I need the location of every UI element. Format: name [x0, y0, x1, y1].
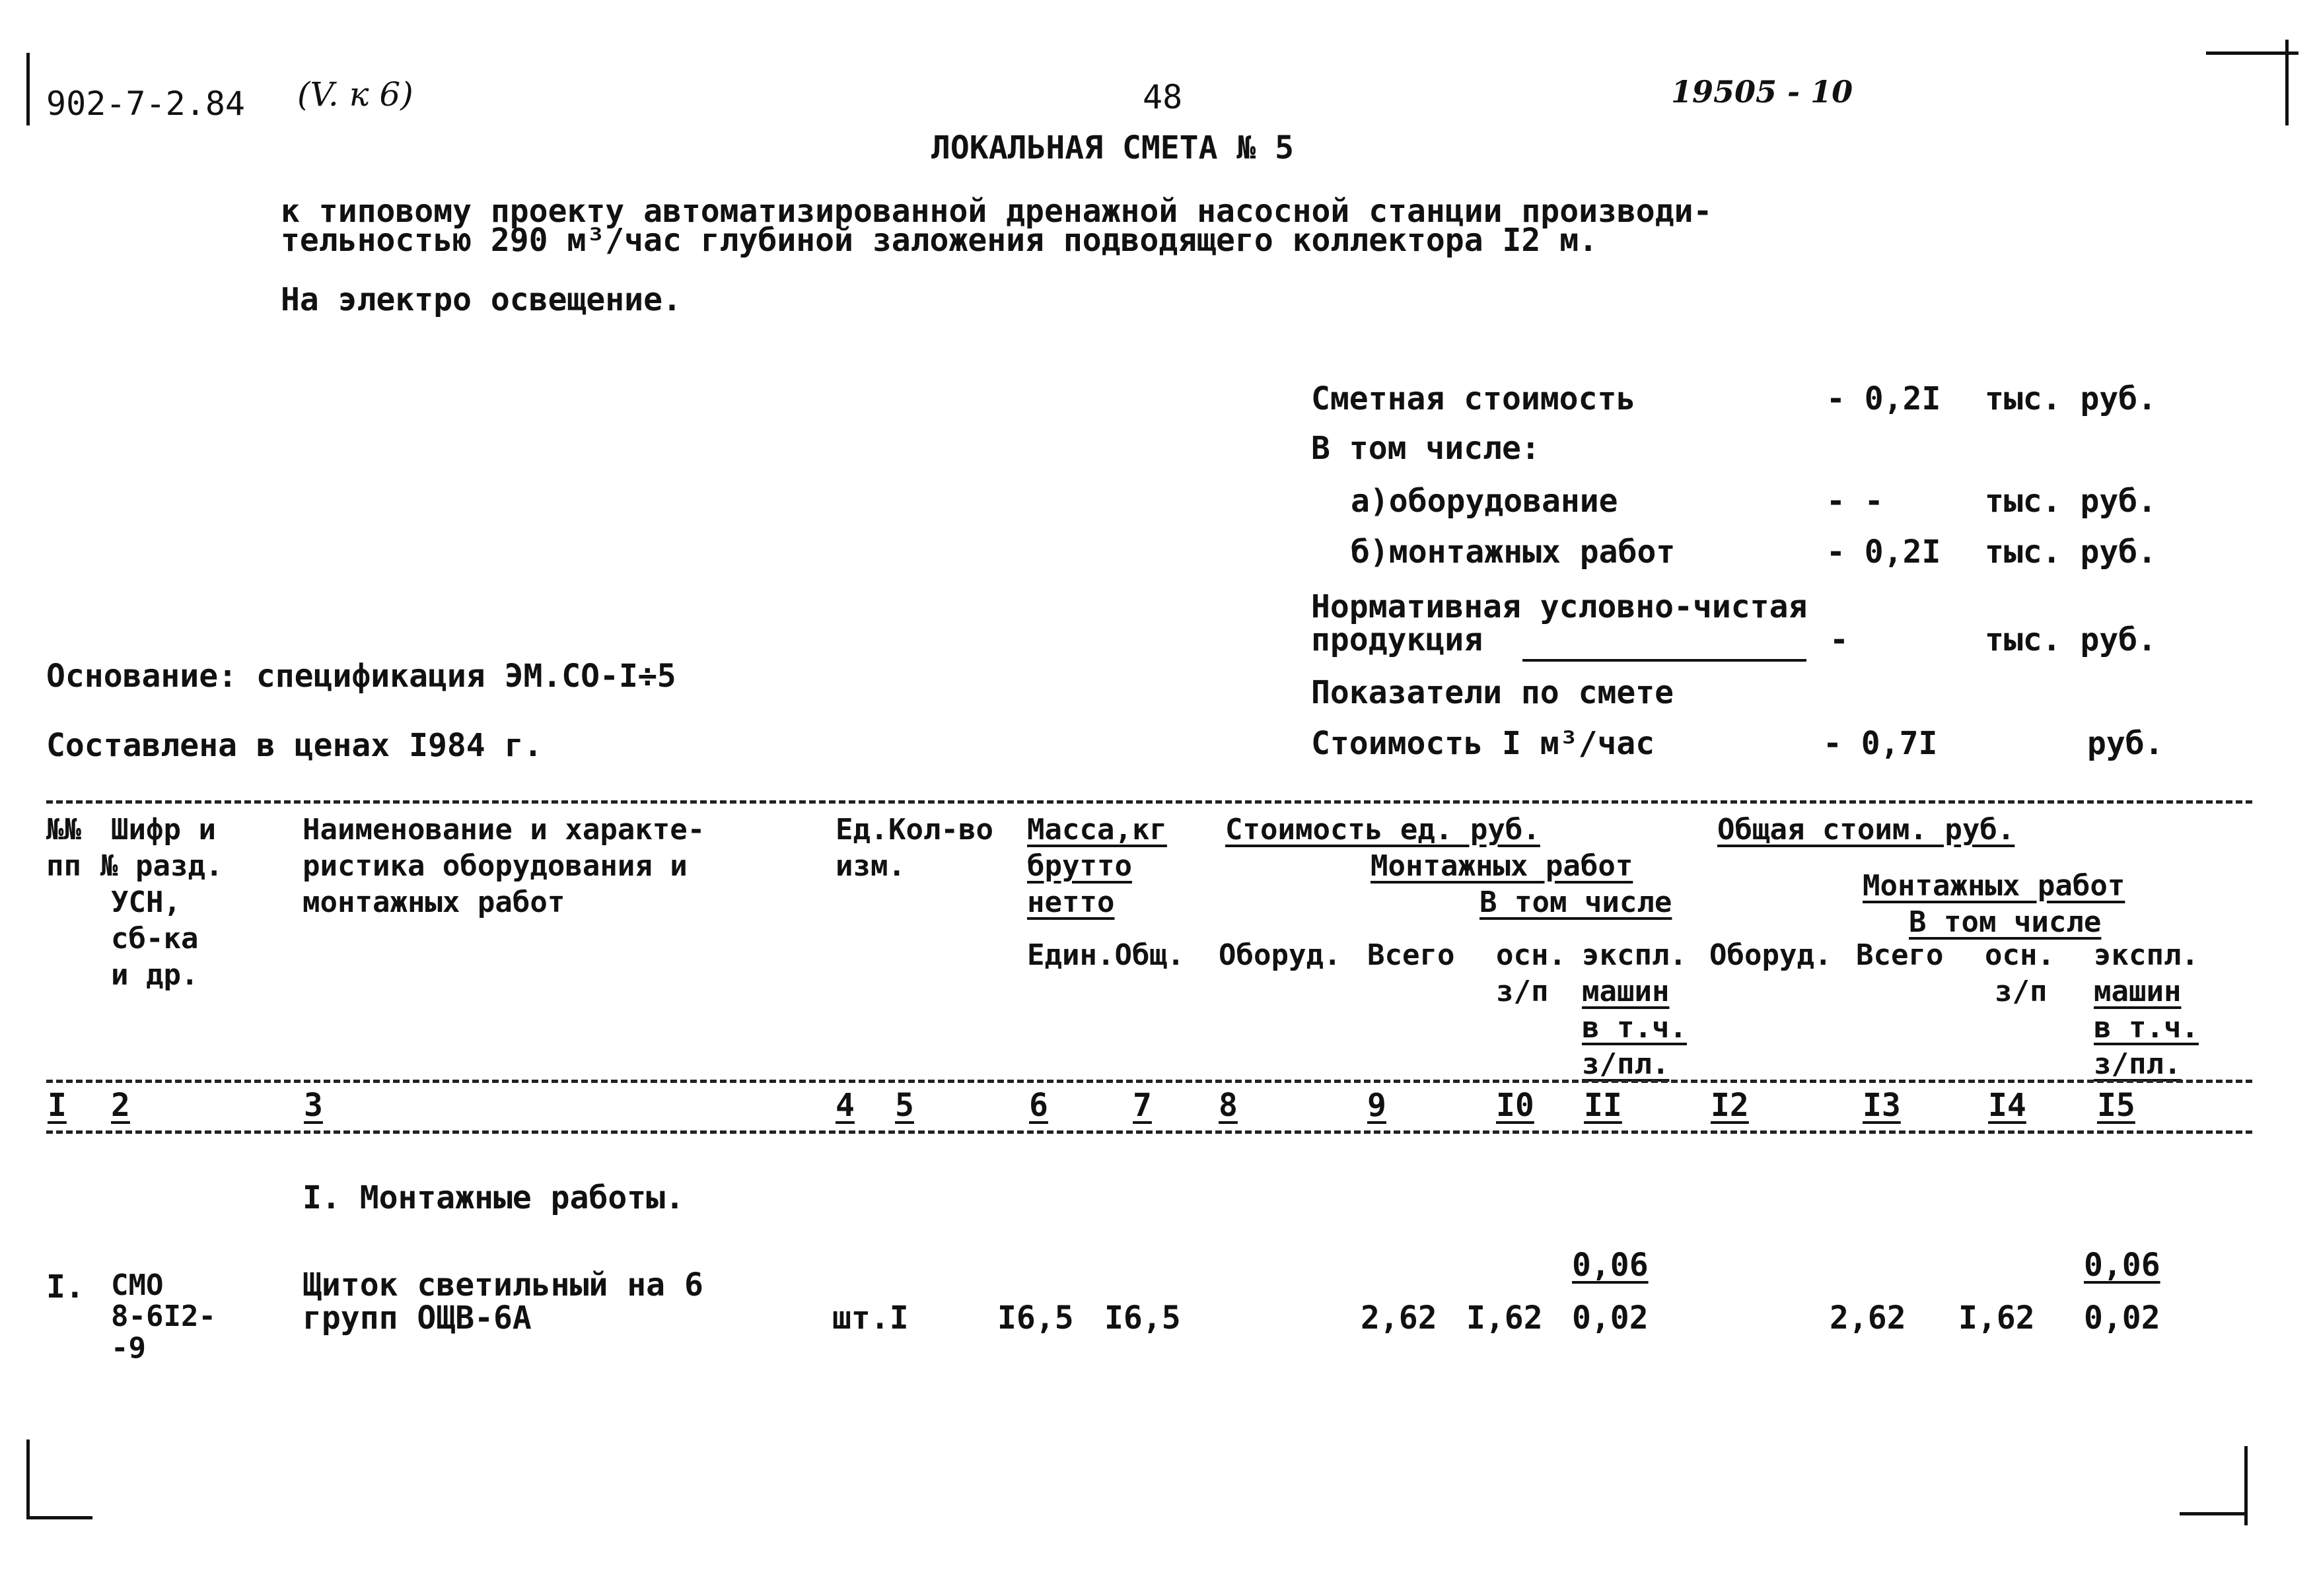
header-col3-line-1: Наименование и характе- [303, 813, 705, 847]
row-number: I. [46, 1268, 85, 1305]
header-machine-operation-unit: экспл. [1582, 938, 1687, 972]
prices-line: Составлена в ценах I984 г. [46, 727, 543, 764]
header-col1-line-2: пп [46, 849, 81, 883]
header-unit-line-1: Ед. [836, 813, 888, 847]
header-mass: Масса,кг [1027, 813, 1167, 847]
unit-cost-label: Стоимость I м³/час [1311, 725, 1655, 762]
table-top-border [46, 800, 2252, 804]
column-number: 8 [1219, 1087, 1238, 1124]
row-total-cost-wage: I,62 [1958, 1300, 2035, 1336]
row-code-line-3: -9 [111, 1331, 146, 1365]
corner-mark-bottom-right-horizontal [2180, 1512, 2246, 1515]
normative-blank-line [1522, 659, 1806, 662]
header-unit-line-2: изм. [836, 849, 906, 883]
corner-mark-top-right-vertical [2285, 40, 2289, 125]
intro-line-1: к типовому проекту автоматизированной дренажной насосной станции производи- [281, 193, 1713, 230]
header-col2-line-1: Шифр и [111, 813, 216, 847]
header-machine-wage-unit: з/пл. [1582, 1047, 1670, 1081]
unit-cost-unit: руб. [2087, 725, 2164, 762]
equipment-unit: тыс. руб. [1985, 483, 2157, 520]
column-number: I3 [1863, 1087, 1901, 1124]
header-machines-unit: машин [1582, 975, 1670, 1008]
column-number: 7 [1133, 1087, 1152, 1124]
indicators-label: Показатели по смете [1311, 674, 1674, 711]
corner-mark-bottom-left-horizontal [26, 1516, 92, 1519]
normative-label-line-2: продукция [1311, 621, 1483, 658]
header-including-total: В том числе [1909, 905, 2102, 939]
header-total-total: Всего [1856, 938, 1944, 972]
row-unit-cost-wage: I,62 [1466, 1300, 1543, 1336]
header-col3-line-2: ристика оборудования и [303, 849, 688, 883]
header-equipment-total: Оборуд. [1709, 938, 1832, 972]
section-title: I. Монтажные работы. [303, 1179, 684, 1216]
page-number: 48 [1143, 78, 1183, 116]
column-number: I4 [1988, 1087, 2026, 1124]
estimated-cost-unit: тыс. руб. [1985, 380, 2157, 417]
column-number: I2 [1711, 1087, 1749, 1124]
corner-mark-bottom-left-vertical [26, 1440, 30, 1519]
row-code-line-1: СМО [111, 1268, 164, 1302]
header-net: нетто [1027, 885, 1115, 919]
column-number: 5 [895, 1087, 914, 1124]
header-col2-line-2: № разд. [100, 849, 223, 883]
header-install-works-total: Монтажных работ [1863, 869, 2125, 903]
estimated-cost-value: - 0,2I [1826, 380, 1941, 417]
normative-unit: тыс. руб. [1985, 621, 2157, 658]
header-gross: брутто [1027, 849, 1132, 883]
column-number: I0 [1496, 1087, 1534, 1124]
header-including-unit: В том числе [1479, 885, 1672, 919]
normative-value: - [1830, 621, 1849, 658]
header-unit-cost: Стоимость ед. руб. [1225, 813, 1540, 847]
header-total-unit: Всего [1367, 938, 1455, 972]
row-total-cost-machine-wage: 0,06 [2084, 1247, 2160, 1284]
equipment-value: - - [1826, 483, 1884, 520]
column-number: 6 [1029, 1087, 1048, 1124]
row-unit-cost-machine-wage: 0,06 [1572, 1247, 1649, 1284]
header-col1-line-1: №№ [46, 813, 81, 847]
column-numbers-bottom-border [46, 1130, 2252, 1134]
header-bottom-border [46, 1080, 2252, 1083]
header-col2-line-3: УСН, [111, 885, 181, 919]
header-unit-and-total: Един.Общ. [1027, 938, 1185, 972]
intro-line-3: На электро освещение. [281, 281, 682, 318]
column-number: I [48, 1087, 67, 1124]
row-unit-cost-total: 2,62 [1361, 1300, 1437, 1336]
estimated-cost-label: Сметная стоимость [1311, 380, 1636, 417]
normative-label-line-1: Нормативная условно-чистая [1311, 588, 1808, 625]
row-unit-quantity: шт.I [832, 1300, 909, 1336]
header-quantity: Кол-во [888, 813, 993, 847]
row-name-line-1: Щиток светильный на 6 [303, 1266, 703, 1303]
header-wage-total: з/п [1995, 975, 2048, 1008]
header-main-wage-unit: осн. [1496, 938, 1566, 972]
equipment-label: а)оборудование [1351, 483, 1618, 520]
corner-mark-top-left-vertical [26, 53, 30, 125]
row-total-cost-total: 2,62 [1830, 1300, 1906, 1336]
row-code-line-2: 8-6I2- [111, 1300, 216, 1333]
column-number: 3 [304, 1087, 323, 1124]
row-mass-unit: I6,5 [997, 1300, 1074, 1336]
column-number: 9 [1367, 1087, 1386, 1124]
installation-unit: тыс. руб. [1985, 534, 2157, 571]
row-mass-total: I6,5 [1104, 1300, 1181, 1336]
header-incl-unit: в т.ч. [1582, 1011, 1687, 1045]
header-install-works-unit: Монтажных работ [1371, 849, 1633, 883]
column-number: I5 [2097, 1087, 2135, 1124]
column-number: 4 [836, 1087, 855, 1124]
header-machines-total: машин [2094, 975, 2182, 1008]
row-unit-cost-machine: 0,02 [1572, 1300, 1649, 1336]
header-col2-line-5: и др. [111, 958, 199, 992]
header-equipment-unit: Оборуд. [1219, 938, 1341, 972]
installation-label: б)монтажных работ [1351, 534, 1676, 571]
intro-line-2: тельностью 290 м³/час глубиной заложения подводящего коллектора I2 м. [281, 222, 1598, 259]
header-incl-total: в т.ч. [2094, 1011, 2199, 1045]
corner-mark-top-right-horizontal [2206, 52, 2299, 55]
row-name-line-2: групп ОЩВ-6А [303, 1300, 532, 1336]
header-main-wage-total: осн. [1985, 938, 2055, 972]
row-total-cost-machine: 0,02 [2084, 1300, 2160, 1336]
header-col2-line-4: сб-ка [111, 922, 199, 955]
header-col3-line-3: монтажных работ [303, 885, 565, 919]
unit-cost-value: - 0,7I [1823, 725, 1938, 762]
archive-number: 19505 - 10 [1671, 74, 1853, 110]
column-number: 2 [111, 1087, 130, 1124]
installation-value: - 0,2I [1826, 534, 1941, 571]
document-title: ЛОКАЛЬНАЯ СМЕТА № 5 [931, 129, 1295, 166]
header-total-cost: Общая стоим. руб. [1717, 813, 2015, 847]
basis-line: Основание: спецификация ЭМ.СО-I÷5 [46, 658, 676, 695]
document-code: 902-7-2.84 [46, 85, 246, 123]
column-number: II [1584, 1087, 1622, 1124]
including-label: В том числе: [1311, 430, 1540, 467]
header-machine-wage-total: з/пл. [2094, 1047, 2182, 1081]
header-machine-operation-total: экспл. [2094, 938, 2199, 972]
header-wage-unit: з/п [1496, 975, 1549, 1008]
volume-note: (V. к 6) [297, 75, 413, 114]
